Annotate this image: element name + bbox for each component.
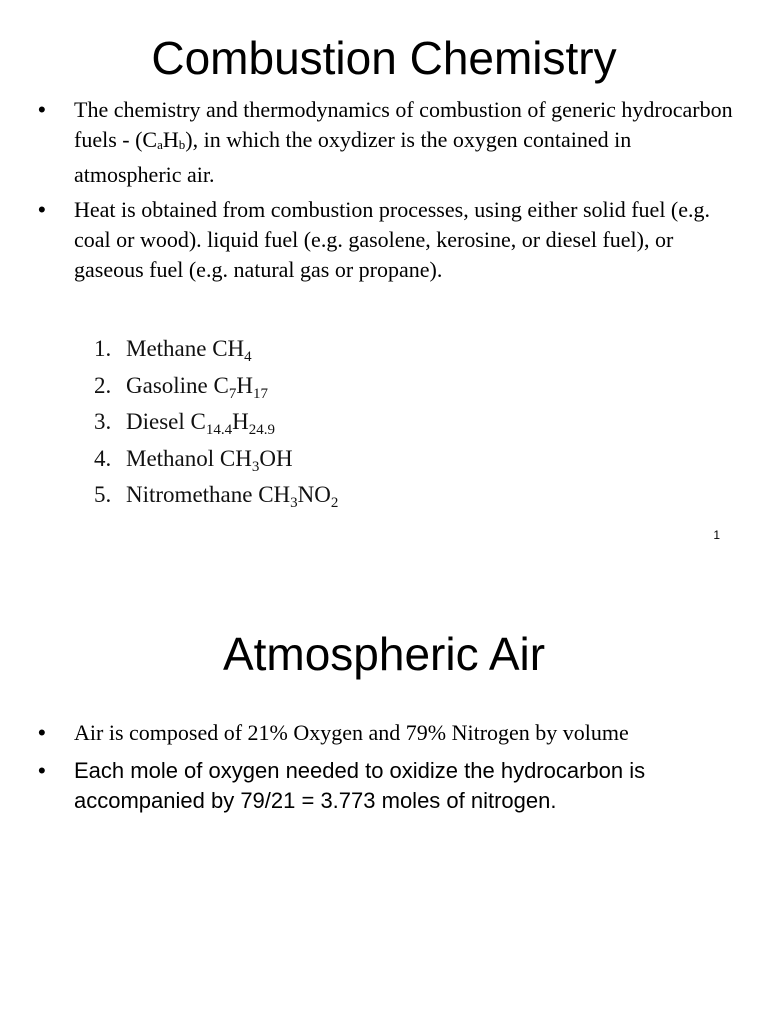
- fuel-number: 4.: [94, 445, 112, 471]
- fuel-formula: [212, 336, 252, 365]
- fuel-name: Methane: [126, 336, 207, 361]
- fuel-list-item: [94, 331, 338, 368]
- formula-subscript: 2: [330, 495, 339, 511]
- bullet-marker: •: [38, 720, 46, 745]
- formula-element: C: [213, 372, 229, 398]
- fuel-name: Diesel: [126, 409, 185, 434]
- formula-element: H: [232, 409, 249, 434]
- slide-title: Atmospheric Air: [222, 628, 546, 680]
- fuel-list: [94, 331, 338, 514]
- bullet-marker: •: [38, 758, 46, 783]
- formula-element: CH: [258, 482, 291, 507]
- formula-subscript: 24.9: [248, 422, 275, 438]
- bullet-marker: •: [38, 97, 46, 122]
- fuel-number: 2.: [94, 372, 112, 398]
- bullet-text: Air is composed of 21% Oxygen and 79% Nitrogen by volume: [74, 720, 629, 745]
- formula-subscript: 4: [244, 349, 252, 365]
- formula-element: H: [236, 372, 253, 398]
- fuel-formula: [190, 409, 275, 438]
- slide-atmospheric-air: [0, 600, 768, 1024]
- bullet-item: [38, 718, 738, 748]
- bullet-item: [38, 95, 738, 190]
- bullet-text: The chemistry and thermodynamics of combustion of generic hydrocarbon fuels - $(C_aH_b)$, in which the oxydizer is the oxygen contained in atmospheric air.: [74, 97, 733, 187]
- bullet-item: [38, 756, 738, 816]
- fuel-name: Methanol: [126, 445, 215, 471]
- page-number: 1: [713, 528, 720, 542]
- formula-element: CH: [219, 445, 252, 471]
- fuel-list-item: [94, 404, 338, 441]
- fuel-number: 3.: [94, 409, 112, 434]
- formula-element: CH: [212, 336, 245, 361]
- bullet-item: [38, 195, 738, 285]
- formula-subscript: 7: [228, 385, 237, 402]
- fuel-list-item: [94, 477, 338, 514]
- fuel-number: 5.: [94, 482, 112, 507]
- fuel-formula: [258, 482, 339, 511]
- bullet-text: Heat is obtained from combustion processes, using either solid fuel (e.g. coal or wood). liquid fuel (e.g. gasolene, kerosine, or diesel fuel), or gaseous fuel (e.g. natural gas or propane).: [74, 197, 711, 282]
- formula-element: C: [190, 409, 206, 434]
- formula-subscript: 3: [251, 458, 260, 475]
- fuel-list-item: [94, 441, 338, 478]
- fuel-list-item: [94, 368, 338, 405]
- fuel-name: Gasoline: [126, 372, 208, 398]
- formula-element: OH: [259, 445, 293, 471]
- formula-subscript: 17: [252, 385, 268, 402]
- formula-element: NO: [297, 482, 331, 507]
- formula-subscript: 3: [290, 495, 298, 511]
- bullet-marker: •: [38, 197, 46, 222]
- fuel-formula: [213, 372, 268, 402]
- fuel-formula: [219, 445, 293, 475]
- bullet-text: Each mole of oxygen needed to oxidize the hydrocarbon is accompanied by 79/21 = 3.773 moles of nitrogen.: [74, 758, 646, 813]
- formula-subscript: 14.4: [205, 422, 233, 438]
- fuel-number: 1.: [94, 336, 112, 361]
- fuel-name: Nitromethane: [126, 482, 253, 507]
- slide-title: Combustion Chemistry: [151, 32, 617, 84]
